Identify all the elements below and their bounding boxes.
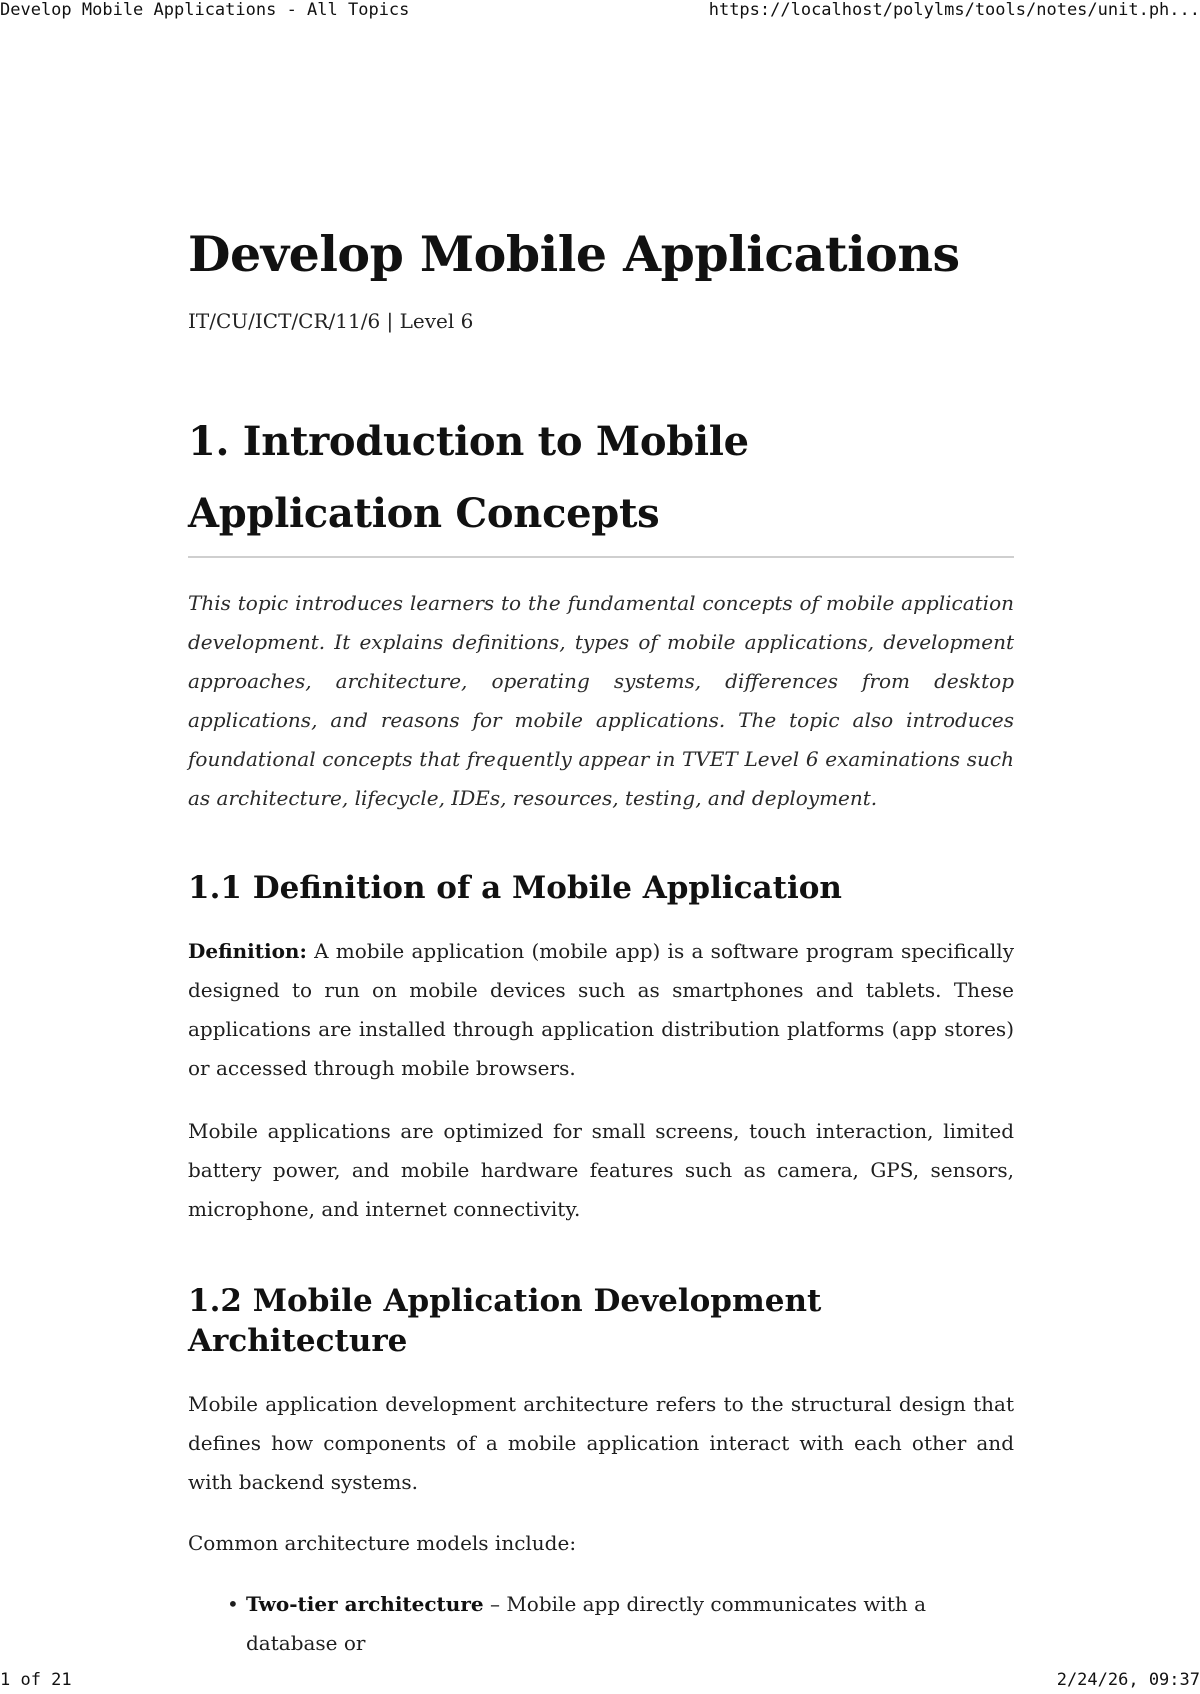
section-heading-1-1: 1.1 Definition of a Mobile Application [188, 870, 842, 906]
print-header [0, 0, 1200, 24]
print-datetime: 2/24/26, 09:37 [1056, 1670, 1200, 1690]
section-1-2-paragraph-1: Mobile application development architecture refers to the structural design that defines how components of a mobile application interact with each other and with backend systems. [188, 1392, 1014, 1494]
section-heading-1-2: 1.2 Mobile Application Development Architecture [188, 1283, 822, 1359]
architecture-models-list [188, 1585, 1014, 1663]
document-title: Develop Mobile Applications [188, 225, 960, 283]
list-item [227, 1585, 1014, 1663]
definition-paragraph [188, 932, 1014, 1088]
list-item-text: – Mobile app directly communicates with a database or [246, 1592, 927, 1655]
document-content [188, 222, 1014, 1663]
page-number: 1 of 21 [0, 1670, 72, 1690]
document-meta: IT/CU/ICT/CR/11/6 | Level 6 [188, 309, 474, 333]
list-item-term: Two-tier architecture [246, 1592, 484, 1616]
topic-intro: This topic introduces learners to the fundamental concepts of mobile application development. It explains definitions, types of mobile applications, development approaches, architecture, operating systems, differences from desktop applications, and reasons for mobile applications. The topic also introduces foundational concepts that frequently appear in TVET Level 6 examinations such as architecture, lifecycle, IDEs, resources, testing, and deployment. [188, 591, 1014, 810]
print-header-url: https://localhost/polylms/tools/notes/unit.ph... [708, 0, 1200, 20]
print-footer [0, 1670, 1200, 1694]
section-1-1-paragraph-2: Mobile applications are optimized for small screens, touch interaction, limited battery power, and mobile hardware features such as camera, GPS, sensors, microphone, and internet connectivity. [188, 1119, 1014, 1221]
section-1-2-paragraph-2: Common architecture models include: [188, 1531, 577, 1555]
topic-divider [188, 556, 1014, 558]
topic-title: 1. Introduction to Mobile Application Concepts [188, 418, 749, 537]
print-header-title: Develop Mobile Applications - All Topics [0, 0, 410, 20]
definition-label: Definition: [188, 939, 307, 963]
definition-text: A mobile application (mobile app) is a software program specifically designed to run on mobile devices such as smartphones and tablets. These applications are installed through application distribution platforms (app stores) or accessed through mobile browsers. [188, 939, 1014, 1080]
bullet-icon: • [227, 1592, 239, 1616]
